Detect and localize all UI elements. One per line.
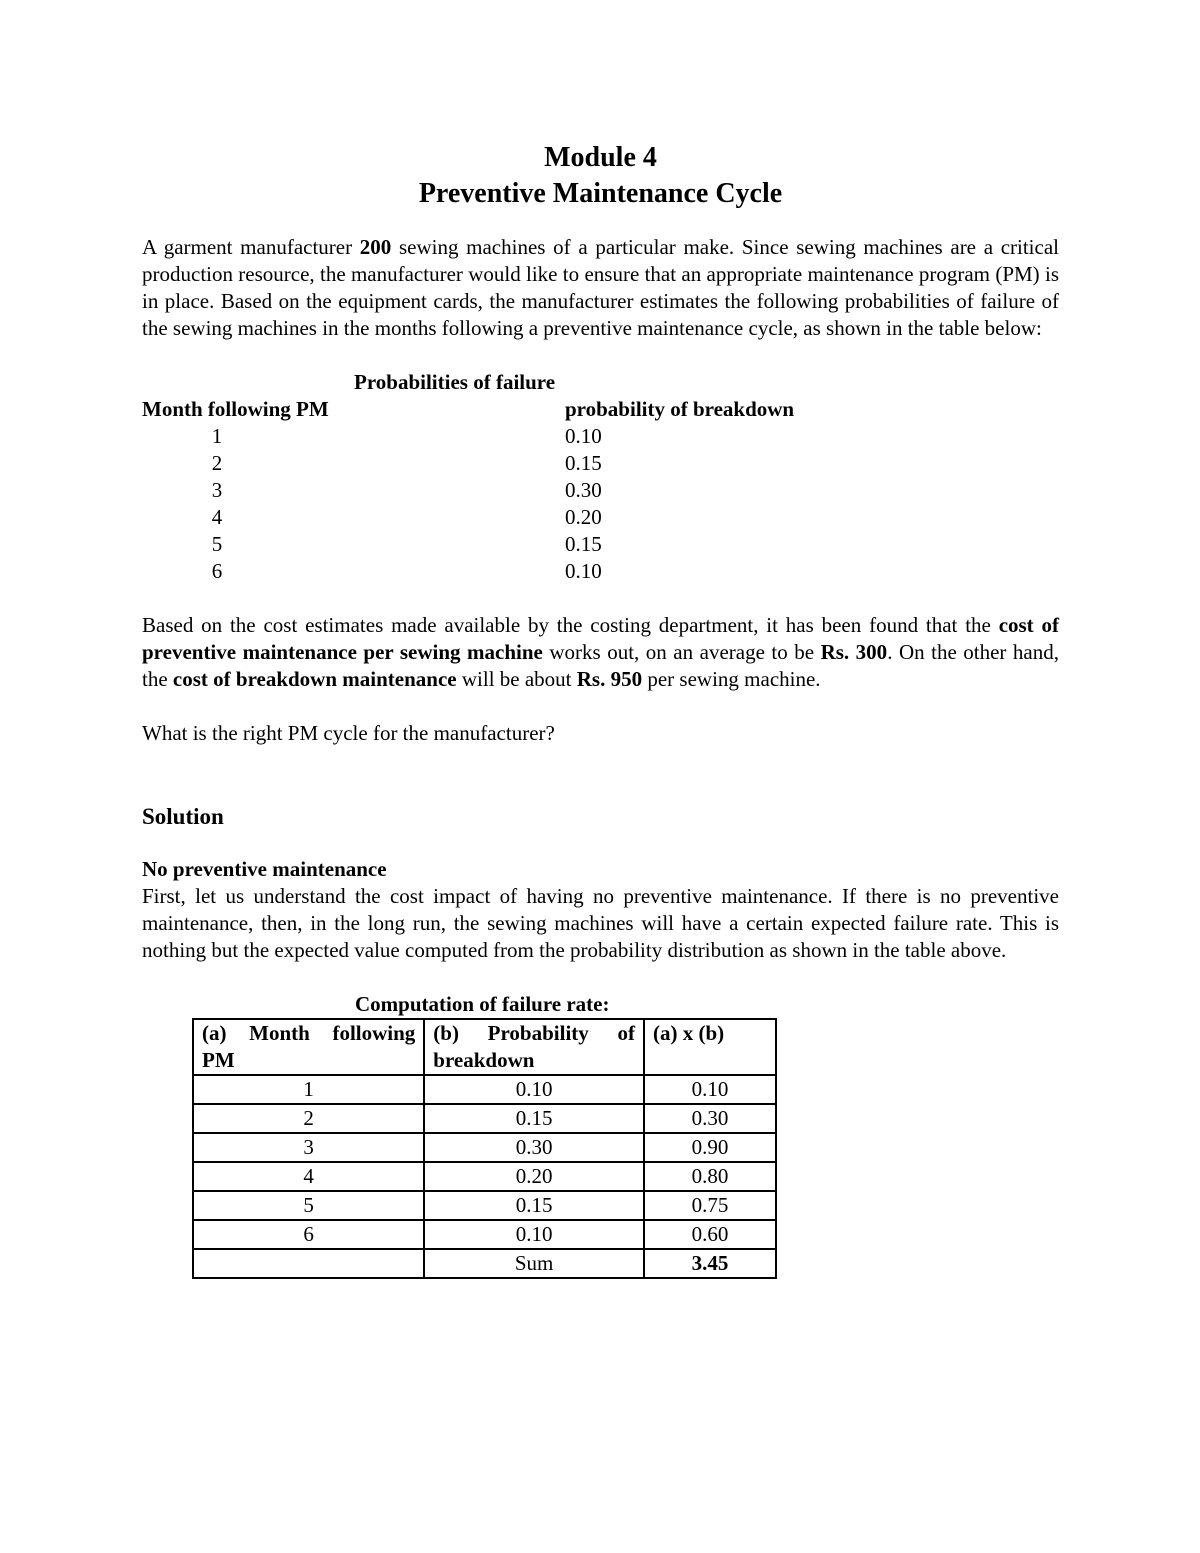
prob-table-caption: Probabilities of failure xyxy=(354,370,556,394)
prob-col2-header: probability of breakdown xyxy=(565,397,795,421)
table-row: 3 0.30 0.90 xyxy=(193,1133,776,1162)
table-row: 2 0.15 0.30 xyxy=(193,1104,776,1133)
sum-row xyxy=(193,1249,776,1278)
sum-value: 3.45 xyxy=(644,1249,776,1278)
solution-heading: Solution xyxy=(142,804,224,829)
intro-paragraph: A garment manufacturer 200 sewing machines of a particular make. Since sewing machines are a critical production resource, the manufacturer would like to ensure that an appropriate maintenance program (PM) is in place. Based on the equipment cards, the manufacturer estimates the following probabilities of failure of the sewing machines in the months following a preventive maintenance cycle, as shown in the table below: xyxy=(142,235,1059,340)
module-title: Module 4 xyxy=(544,142,657,173)
question-text: What is the right PM cycle for the manufacturer? xyxy=(142,721,555,745)
header-probability: (b) Probability of breakdown xyxy=(424,1019,644,1075)
table-row: 4 0.20 xyxy=(211,505,602,529)
document-page xyxy=(142,140,1059,1279)
table-row: 2 0.15 xyxy=(211,451,602,475)
table-row: 6 0.10 xyxy=(211,559,602,583)
comp-table-caption: Computation of failure rate: xyxy=(355,992,610,1016)
table-row: 4 0.20 0.80 xyxy=(193,1162,776,1191)
table-row: 6 0.10 0.60 xyxy=(193,1220,776,1249)
table-row: 5 0.15 xyxy=(211,532,602,556)
header-month: (a) Month following PM xyxy=(193,1019,424,1075)
header-product: (a) x (b) xyxy=(644,1019,776,1075)
table-row: 5 0.15 0.75 xyxy=(193,1191,776,1220)
page-title: Preventive Maintenance Cycle xyxy=(418,178,783,209)
table-row: 1 0.10 0.10 xyxy=(193,1075,776,1104)
cost-paragraph: Based on the cost estimates made available by the costing department, it has been found that the cost of preventive maintenance per sewing machine works out, on an average to be Rs. 300. On the other hand, the cost of breakdown maintenance will be about Rs. 950 per sewing machine. xyxy=(142,613,1059,691)
probability-table xyxy=(142,396,794,585)
table-row: 3 0.30 xyxy=(211,478,602,502)
no-pm-heading: No preventive maintenance xyxy=(142,857,387,881)
sum-label: Sum xyxy=(424,1249,644,1278)
prob-col1-header: Month following PM xyxy=(142,397,329,421)
no-pm-paragraph: First, let us understand the cost impact of having no preventive maintenance. If there is no preventive maintenance, then, in the long run, the sewing machines will have a certain expected failure rate. This is nothing but the expected value computed from the probability distribution as shown in the table above. xyxy=(142,884,1059,962)
failure-rate-table xyxy=(192,1018,777,1279)
table-row: 1 0.10 xyxy=(211,424,602,448)
